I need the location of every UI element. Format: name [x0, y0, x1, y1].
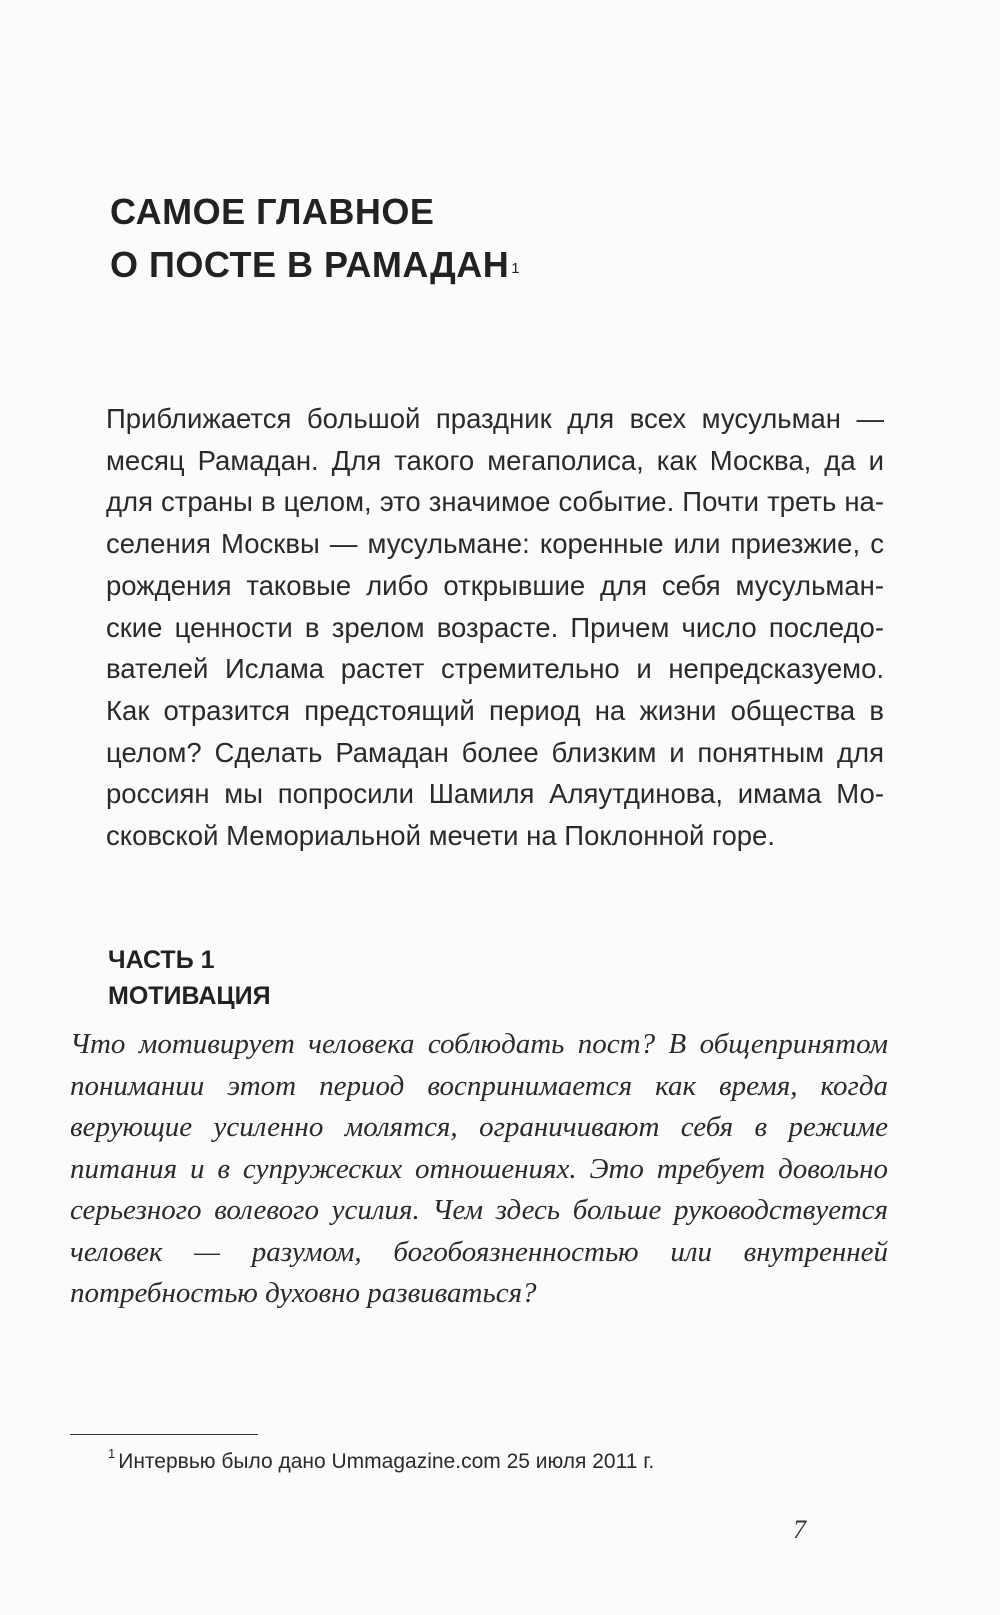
chapter-title-line-1: САМОЕ ГЛАВНОЕ: [110, 191, 435, 232]
footnote-divider: [70, 1434, 258, 1435]
footnote: [108, 1442, 654, 1476]
footnote-mark: 1: [108, 1446, 116, 1461]
page-number: 7: [793, 1515, 806, 1544]
section-part-label: ЧАСТЬ 1: [108, 946, 215, 974]
chapter-title: [110, 185, 910, 291]
title-footnote-mark: 1: [511, 260, 521, 277]
section-heading-label: МОТИВАЦИЯ: [108, 982, 271, 1010]
interview-question: Что мотивирует человека соблюдать пост? В общепринятом понимании этот период воспринимается как время, когда верующие усиленно молятся, ограничивают себя в режиме питания и в супружеских отношениях. Это требует довольно серьезного волевого усилия. Чем здесь больше руководствуется человек — разумом, богобоязненностью или внутренней потребностью духовно развиваться?: [70, 1028, 888, 1309]
footnote-text: Интервью было дано Ummagazine.com 25 июля 2011 г.: [118, 1450, 655, 1473]
intro-paragraph: Приближается большой праздник для всех мусульман — месяц Рамадан. Для такого мегаполиса, как Москва, да и для страны в целом, это значимое событие. Почти треть населения Москвы — мусульмане: коренные или приезжие, с рождения таковые либо открывшие для себя мусульманские ценности в зрелом возрасте. Причем число последователей Ислама растет стремительно и непредсказуемо. Как отразится предстоящий период на жизни общества в целом? Сделать Рамадан более близким и понятным для россиян мы попросили Шамиля Аляутдинова, имама Московской Мемориальной мечети на Поклонной горе.: [106, 403, 884, 852]
chapter-title-line-2: [110, 238, 910, 291]
section-heading: [108, 942, 271, 1014]
chapter-title-line-2-text: О ПОСТЕ В РАМАДАН: [110, 244, 510, 285]
